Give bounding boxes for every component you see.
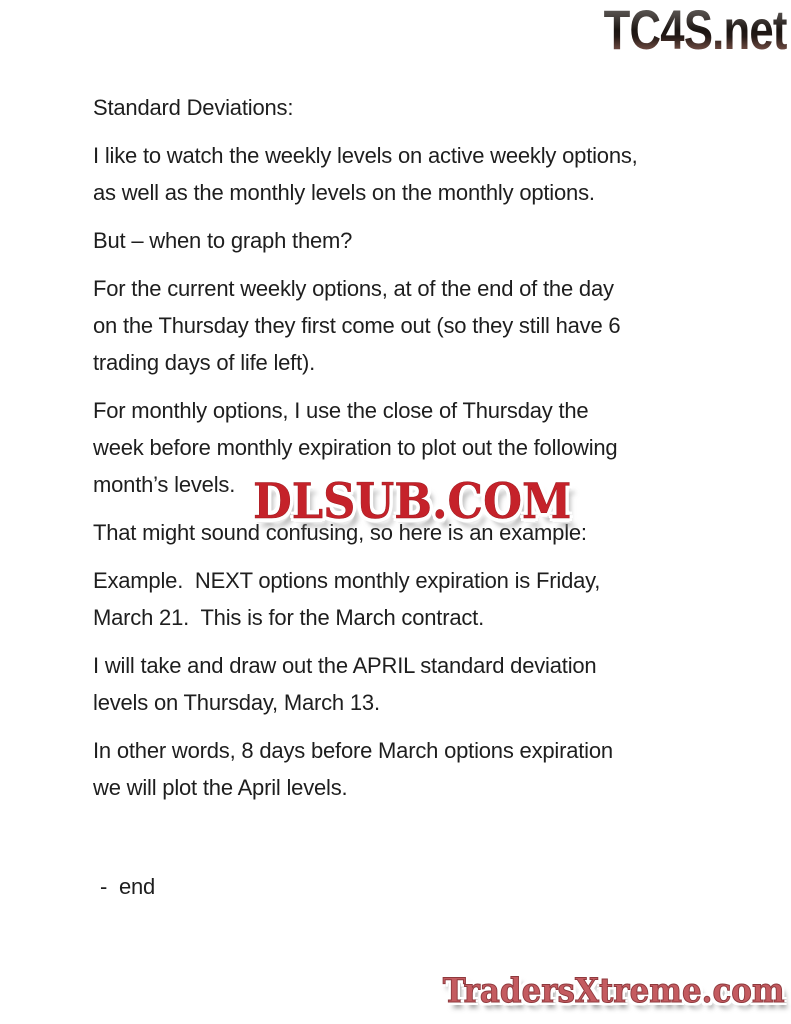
tc4s-logo: TC4S.net — [603, 0, 787, 61]
paragraph-line: Example. NEXT options monthly expiration is Friday, — [93, 568, 601, 593]
tradersxtreme-logo: TradersXtreme.com — [443, 971, 785, 1011]
paragraph — [93, 647, 738, 721]
paragraph — [93, 89, 738, 126]
dlsub-watermark: DLSUB.COM — [253, 472, 572, 531]
paragraph — [93, 562, 738, 636]
paragraph-line: levels on Thursday, March 13. — [93, 690, 380, 715]
paragraph-line: For the current weekly options, at of the end of the day — [93, 276, 614, 301]
paragraph-line: In other words, 8 days before March options expiration — [93, 738, 613, 763]
paragraph — [93, 137, 738, 211]
paragraph-line: Standard Deviations: — [93, 95, 294, 120]
paragraph — [93, 222, 738, 259]
paragraph-line: week before monthly expiration to plot out the following — [93, 435, 618, 460]
paragraph-line: But – when to graph them? — [93, 228, 353, 253]
paragraph-line: For monthly options, I use the close of Thursday the — [93, 398, 589, 423]
paragraph — [93, 732, 738, 806]
paragraph-line: month’s levels. — [93, 472, 236, 497]
paragraph-line: we will plot the April levels. — [93, 775, 348, 800]
paragraph-line: trading days of life left). — [93, 350, 316, 375]
paragraph-line: March 21. This is for the March contract. — [93, 605, 485, 630]
paragraph-line: I like to watch the weekly levels on active weekly options, — [93, 143, 638, 168]
end-marker: - end — [100, 874, 156, 899]
paragraph-line: on the Thursday they first come out (so they still have 6 — [93, 313, 621, 338]
paragraph-line: I will take and draw out the APRIL standard deviation — [93, 653, 597, 678]
paragraph-line: That might sound confusing, so here is an example: — [93, 520, 587, 545]
paragraph — [93, 270, 738, 381]
paragraph-line: as well as the monthly levels on the monthly options. — [93, 180, 595, 205]
